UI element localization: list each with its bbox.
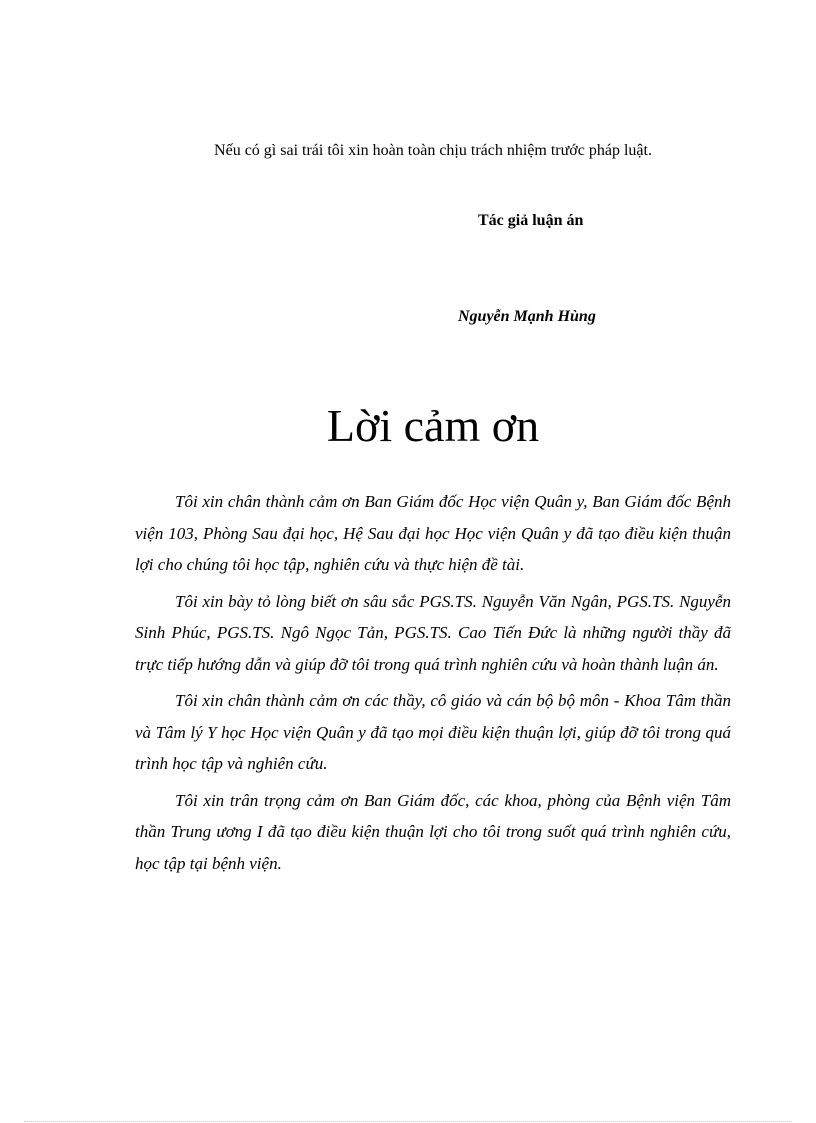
- declaration-statement: Nếu có gì sai trái tôi xin hoàn toàn chịu trách nhiệm trước pháp luật.: [214, 142, 652, 159]
- page-bottom-divider: [24, 1121, 792, 1122]
- acknowledgement-title: Lời cảm ơn: [326, 400, 540, 451]
- acknowledgement-paragraph: Tôi xin chân thành cảm ơn Ban Giám đốc Học viện Quân y, Ban Giám đốc Bệnh viện 103, Phòng Sau đại học, Hệ Sau đại học Học viện Quân y đã tạo điều kiện thuận lợi cho chúng tôi học tập, nghiên cứu và thực hiện đề tài.: [135, 492, 731, 574]
- acknowledgement-body: [135, 486, 731, 884]
- author-name: Nguyễn Mạnh Hùng: [458, 308, 596, 325]
- acknowledgement-paragraph: Tôi xin trân trọng cảm ơn Ban Giám đốc, các khoa, phòng của Bệnh viện Tâm thần Trung ương I đã tạo điều kiện thuận lợi cho tôi trong suốt quá trình nghiên cứu, học tập tại bệnh viện.: [135, 790, 731, 873]
- acknowledgement-paragraph: Tôi xin bày tỏ lòng biết ơn sâu sắc PGS.TS. Nguyễn Văn Ngân, PGS.TS. Nguyễn Sinh Phúc, PGS.TS. Ngô Ngọc Tản, PGS.TS. Cao Tiến Đức là những người thầy đã trực tiếp hướng dẫn và giúp đỡ tôi trong quá trình nghiên cứu và hoàn thành luận án.: [135, 591, 731, 674]
- acknowledgement-paragraph: Tôi xin chân thành cảm ơn các thầy, cô giáo và cán bộ bộ môn - Khoa Tâm thần và Tâm lý Y học Học viện Quân y đã tạo mọi điều kiện thuận lợi, giúp đỡ tôi trong quá trình học tập và nghiên cứu.: [135, 691, 731, 773]
- author-role-label: Tác giả luận án: [478, 212, 584, 229]
